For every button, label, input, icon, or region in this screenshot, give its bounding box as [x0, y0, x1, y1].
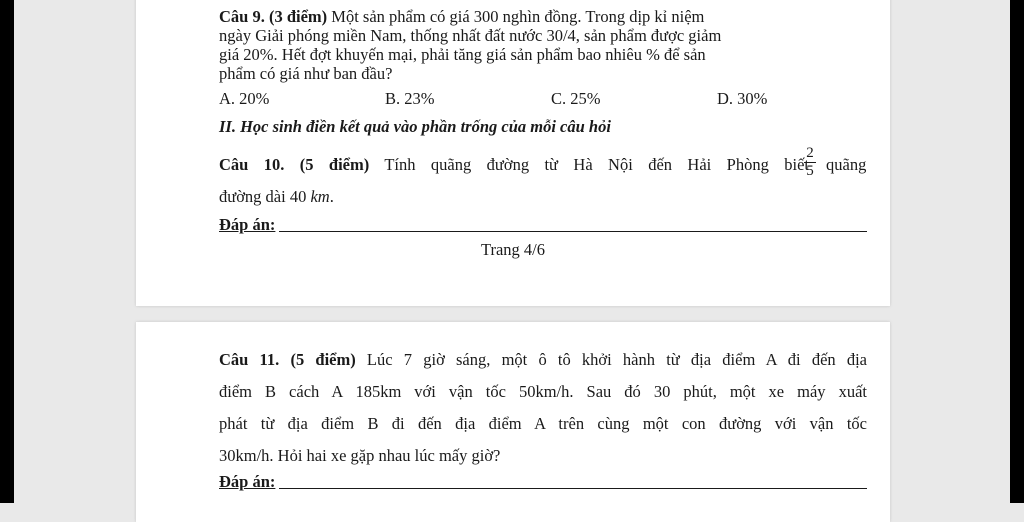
question-10-answer-line[interactable] [219, 215, 867, 235]
question-10 [219, 145, 867, 206]
fraction-denominator: 5 [806, 163, 814, 179]
question-11 [219, 344, 867, 472]
question-11-answer-line[interactable] [219, 472, 867, 492]
answer-underline [279, 231, 867, 232]
question-9 [219, 7, 867, 83]
question-10-text-after: quãng [826, 155, 867, 174]
document-page-4 [136, 0, 890, 306]
question-9-line-4: phẩm có giá như ban đầu? [219, 64, 393, 83]
option-b: B. 23% [385, 89, 435, 108]
question-9-title: Câu 9. (3 điểm) [219, 7, 328, 26]
question-9-line-3: giá 20%. Hết đợt khuyến mại, phải tăng giá sản phẩm bao nhiêu % để sản [219, 45, 706, 64]
left-screen-edge [0, 0, 14, 503]
page-footer: Trang 4/6 [480, 240, 546, 259]
question-9-line-1: Câu 9. (3 điểm) Một sản phẩm có giá 300 nghìn đồng. Trong dịp kỉ niệm [219, 7, 705, 26]
question-11-line-2: điểm B cách A 185km với vận tốc 50km/h. Sau đó 30 phút, một xe máy xuất [219, 382, 867, 401]
question-9-options [219, 89, 867, 109]
answer-label: Đáp án: [219, 472, 276, 491]
section-2-heading: II. Học sinh điền kết quả vào phần trống của mỗi câu hỏi [219, 117, 611, 136]
document-page-5 [136, 322, 890, 522]
option-d: D. 30% [717, 89, 768, 108]
option-a: A. 20% [219, 89, 270, 108]
question-10-title: Câu 10. (5 điểm) [219, 155, 370, 174]
question-11-line-1: Câu 11. (5 điểm) Lúc 7 giờ sáng, một ô tô khởi hành từ địa điểm A đi đến địa [219, 350, 867, 369]
answer-label: Đáp án: [219, 215, 276, 234]
fraction-numerator: 2 [804, 146, 816, 163]
question-11-line-3: phát từ địa điểm B đi đến địa điểm A trên cùng một con đường với vận tốc [219, 414, 867, 433]
question-10-line-2: đường dài 40 km. [219, 187, 334, 206]
question-10-line-1: Câu 10. (5 điểm) Tính quãng đường từ Hà Nội đến Hải Phòng biết $\frac{2}{5}$ quãng [219, 145, 867, 179]
fraction [804, 146, 816, 179]
question-11-line-4: 30km/h. Hỏi hai xe gặp nhau lúc mấy giờ? [219, 446, 501, 465]
answer-underline [279, 488, 867, 489]
option-c: C. 25% [551, 89, 601, 108]
question-9-line-2: ngày Giải phóng miền Nam, thống nhất đất nước 30/4, sản phẩm được giảm [219, 26, 722, 45]
right-screen-edge [1010, 0, 1024, 503]
question-11-title: Câu 11. (5 điểm) [219, 350, 356, 369]
